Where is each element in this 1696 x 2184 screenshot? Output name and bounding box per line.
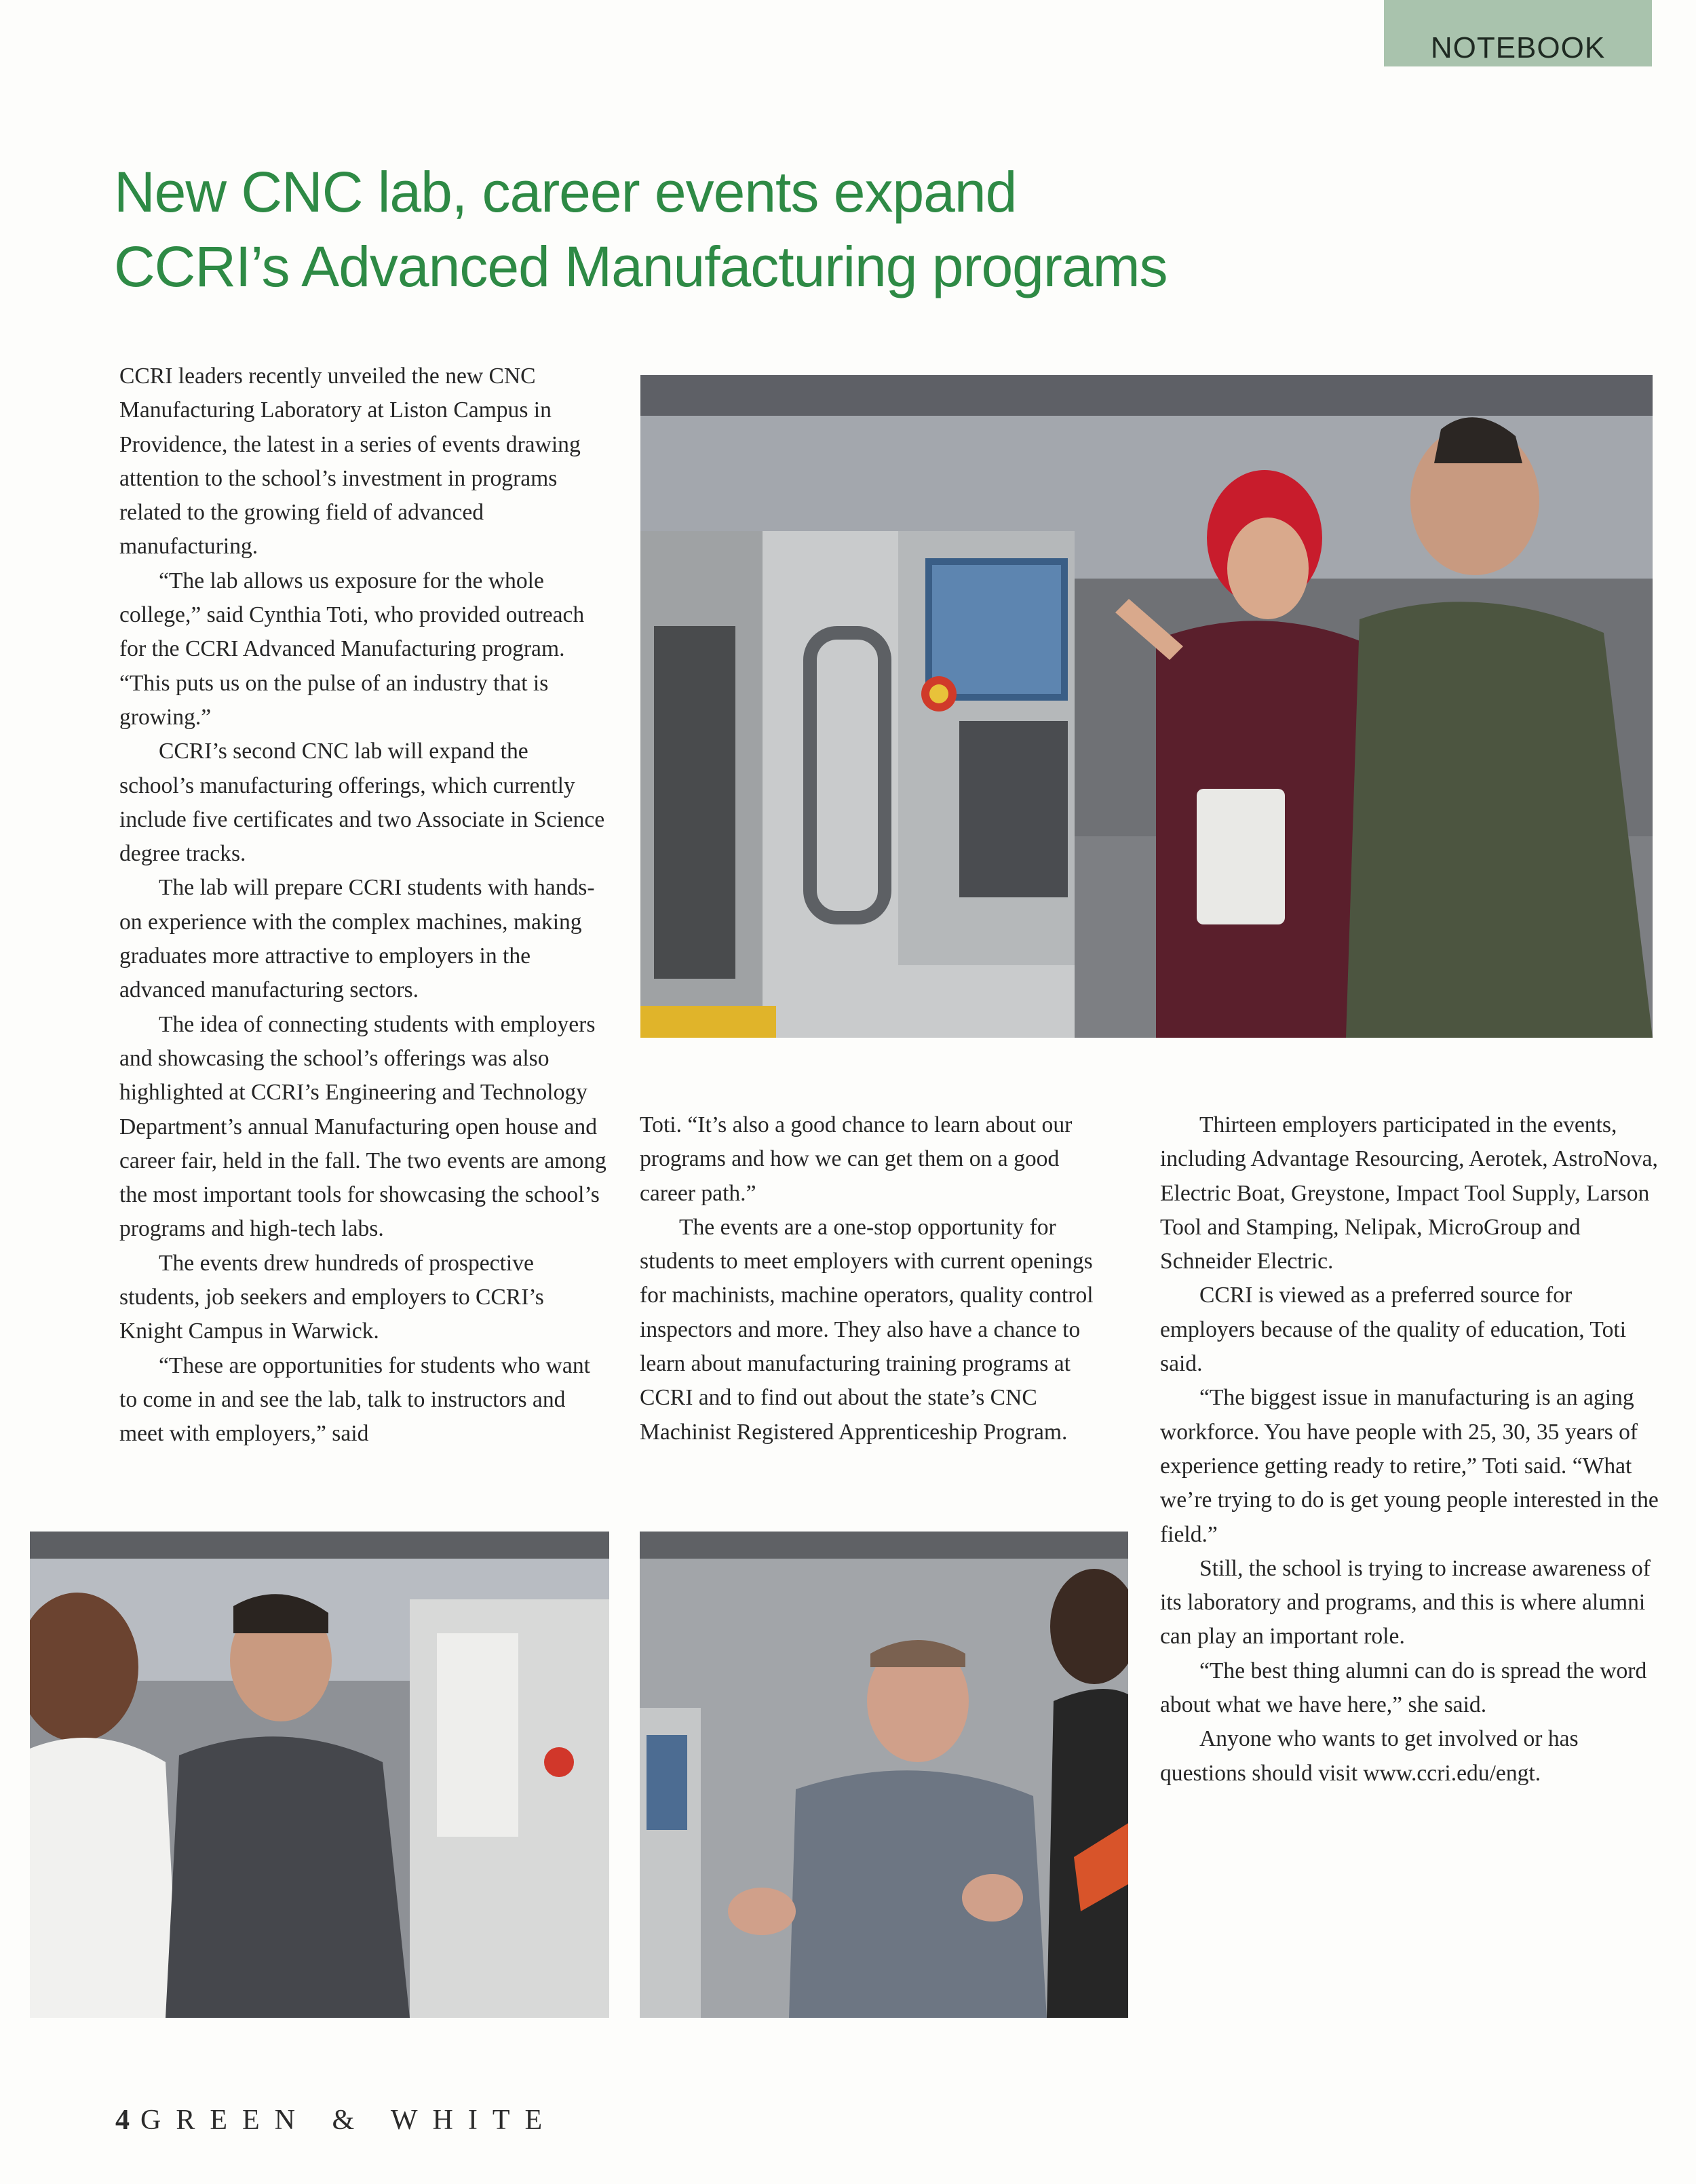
paragraph: The events are a one-stop opportunity for students to meet employers with current openings for machinists, machine operators, quality control inspectors and more. They also have a chance to learn about manufacturing training programs at CCRI and to find out about the state’s CNC Machinist Registered Apprenticeship Program. [640, 1214, 1094, 1445]
paragraph: The lab will prepare CCRI students with hands-on experience with the complex machines, making graduates more attractive to employers in the advanced manufacturing sectors. [119, 875, 595, 1003]
article-headline [114, 155, 1403, 304]
photo-instructor-explaining [640, 1532, 1128, 2018]
headline-line-1: New CNC lab, career events expand [114, 160, 1017, 224]
paragraph: CCRI leaders recently unveiled the new CNC Manufacturing Laboratory at Liston Campus in Providence, the latest in a series of events drawing attention to the school’s investment in programs related to the growing field of advanced manufacturing. [119, 364, 581, 560]
headline-line-2: CCRI’s Advanced Manufacturing programs [114, 235, 1168, 298]
paragraph: CCRI is viewed as a preferred source for employers because of the quality of education, Toti said. [1160, 1283, 1627, 1377]
section-tab [1384, 0, 1652, 66]
paragraph: Thirteen employers participated in the events, including Advantage Resourcing, Aerotek, AstroNova, Electric Boat, Greystone, Impact Tool Supply, Larson Tool and Stamping, Nelipak, MicroGroup and Schneider Electric. [1160, 1112, 1658, 1274]
page-number: 4 [115, 2105, 130, 2136]
photo-student-and-instructor [30, 1532, 609, 2018]
paragraph: “The lab allows us exposure for the whole college,” said Cynthia Toti, who provided outreach for the CCRI Advanced Manufacturing program. “This puts us on the pulse of an industry that is growing.” [119, 568, 585, 730]
paragraph: Anyone who wants to get involved or has questions should visit www.ccri.edu/engt. [1160, 1726, 1579, 1786]
paragraph: “The best thing alumni can do is spread the word about what we have here,” she said. [1160, 1658, 1647, 1718]
paragraph: Toti. “It’s also a good chance to learn about our programs and how we can get them on a good career path.” [640, 1112, 1073, 1206]
paragraph: “The biggest issue in manufacturing is an aging workforce. You have people with 25, 30, 35 years of experience getting ready to retire,” Toti said. “What we’re trying to do is get young people interested in the field.” [1160, 1385, 1659, 1547]
article-column-2 [640, 1108, 1115, 1449]
paragraph: The idea of connecting students with employers and showcasing the school’s offerings was also highlighted at CCRI’s Engineering and Technology Department’s annual Manufacturing open house and career fair, held in the fall. The two events are among the most important tools for showcasing the school’s programs and high-tech labs. [119, 1011, 606, 1242]
article-column-1 [119, 359, 608, 1451]
paragraph: Still, the school is trying to increase awareness of its laboratory and programs, and this is where alumni can play an important role. [1160, 1555, 1651, 1650]
magazine-name: GREEN & WHITE [140, 2105, 558, 2136]
paragraph: “These are opportunities for students who want to come in and see the lab, talk to instructors and meet with employers,” said [119, 1352, 590, 1447]
section-tab-label: NOTEBOOK [1430, 31, 1606, 64]
article-column-3 [1160, 1108, 1662, 1791]
paragraph: CCRI’s second CNC lab will expand the school’s manufacturing offerings, which currently include five certificates and two Associate in Science degree tracks. [119, 739, 605, 867]
page-footer [115, 2104, 557, 2137]
paragraph: The events drew hundreds of prospective students, job seekers and employers to CCRI’s Knight Campus in Warwick. [119, 1250, 544, 1344]
photo-cnc-lab-demonstration [640, 375, 1653, 1038]
